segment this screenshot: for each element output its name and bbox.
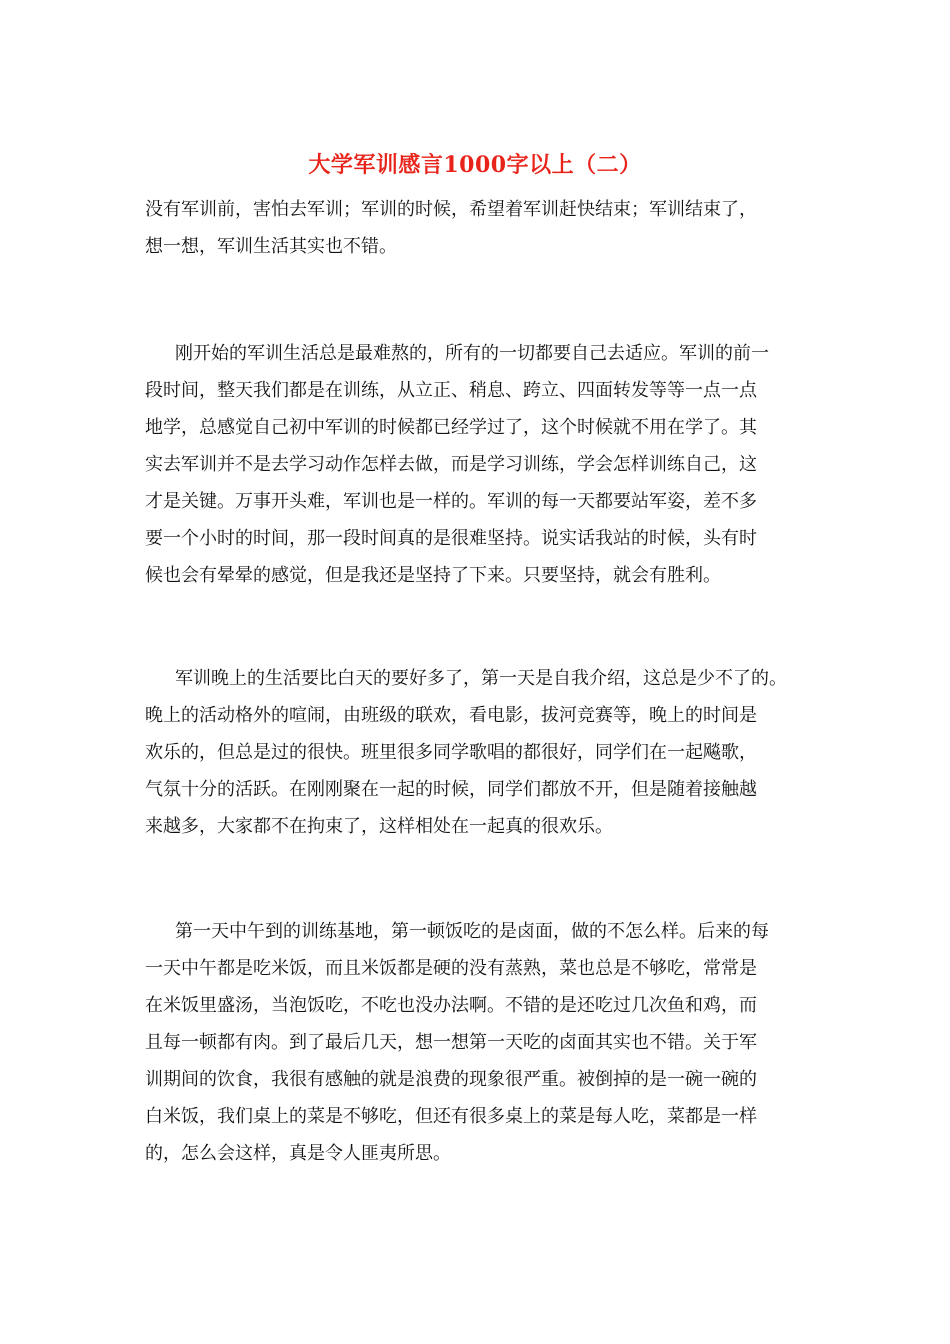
paragraph-training: [145, 335, 825, 594]
paragraph-line: 训期间的饮食，我很有感触的就是浪费的现象很严重。被倒掉的是一碗一碗的: [145, 1069, 757, 1090]
paragraph-line: 候也会有晕晕的感觉，但是我还是坚持了下来。只要坚持，就会有胜利。: [145, 565, 721, 586]
paragraph-line: 才是关键。万事开头难，军训也是一样的。军训的每一天都要站军姿，差不多: [145, 491, 757, 512]
paragraph-line: 要一个小时的时间，那一段时间真的是很难坚持。说实话我站的时候，头有时: [145, 528, 757, 549]
paragraph-evening: [145, 660, 825, 845]
paragraph-line: 晚上的活动格外的喧闹，由班级的联欢，看电影，拔河竞赛等，晚上的时间是: [145, 705, 757, 726]
paragraph-line: 欢乐的，但总是过的很快。班里很多同学歌唱的都很好，同学们在一起飚歌，: [145, 742, 757, 763]
paragraph-line: 刚开始的军训生活总是最难熬的，所有的一切都要自己去适应。军训的前一: [175, 343, 769, 364]
paragraph-line: 实去军训并不是去学习动作怎样去做，而是学习训练，学会怎样训练自己，这: [145, 454, 757, 475]
paragraph-intro: [145, 191, 825, 265]
paragraph-line: 没有军训前，害怕去军训；军训的时候，希望着军训赶快结束；军训结束了，: [145, 199, 757, 220]
paragraph-line: 想一想，军训生活其实也不错。: [145, 236, 397, 257]
paragraph-line: 一天中午都是吃米饭，而且米饭都是硬的没有蒸熟，菜也总是不够吃，常常是: [145, 958, 757, 979]
paragraph-line: 军训晚上的生活要比白天的要好多了，第一天是自我介绍，这总是少不了的。: [175, 668, 787, 689]
paragraph-line: 气氛十分的活跃。在刚刚聚在一起的时候，同学们都放不开，但是随着接触越: [145, 779, 757, 800]
paragraph-line: 第一天中午到的训练基地，第一顿饭吃的是卤面，做的不怎么样。后来的每: [175, 921, 769, 942]
paragraph-line: 地学，总感觉自己初中军训的时候都已经学过了，这个时候就不用在学了。其: [145, 417, 757, 438]
paragraph-line: 段时间，整天我们都是在训练，从立正、稍息、跨立、四面转发等等一点一点: [145, 380, 757, 401]
document-title: 大学军训感言1000字以上（二）: [308, 152, 642, 178]
paragraph-food: [145, 913, 825, 1172]
paragraph-line: 白米饭，我们桌上的菜是不够吃，但还有很多桌上的菜是每人吃，菜都是一样: [145, 1106, 757, 1127]
paragraph-line: 在米饭里盛汤，当泡饭吃，不吃也没办法啊。不错的是还吃过几次鱼和鸡，而: [145, 995, 757, 1016]
paragraph-line: 的，怎么会这样，真是令人匪夷所思。: [145, 1143, 451, 1164]
paragraph-line: 来越多，大家都不在拘束了，这样相处在一起真的很欢乐。: [145, 816, 613, 837]
paragraph-line: 且每一顿都有肉。到了最后几天，想一想第一天吃的卤面其实也不错。关于军: [145, 1032, 757, 1053]
